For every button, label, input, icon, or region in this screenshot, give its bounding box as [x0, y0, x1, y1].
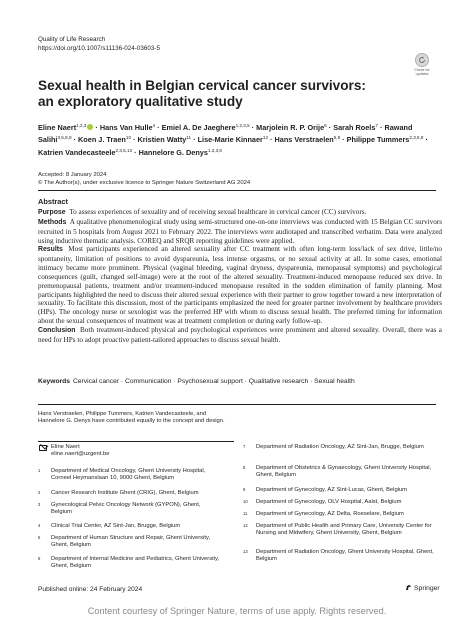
doi-link[interactable]: https://doi.org/10.1007/s11136-024-03603-5: [38, 45, 160, 52]
keywords: [38, 377, 442, 386]
equal-contribution-note: Hans Verstraelen, Philippe Tummers, Katrien Vandecasteele, and Hannelore G. Denys have contributed equally to the concept and design.: [38, 411, 225, 425]
affiliation-number: 8: [243, 465, 246, 470]
affiliation-text: Gynecological Pelvic Oncology Network (GYPON), Ghent, Belgium: [51, 502, 201, 516]
affiliation-number: 12: [243, 523, 248, 528]
affiliation-text: Department of Obstetrics & Gynaecology, Ghent University Hospital, Ghent, Belgium: [256, 465, 432, 479]
author-name[interactable]: Koen J. Traen$^{10}$: [78, 135, 132, 145]
author-name[interactable]: Hans Verstraelen$^{5,8}$: [274, 135, 341, 145]
publisher-logo: [405, 584, 440, 592]
affiliation: [243, 523, 435, 537]
affiliation: [243, 511, 435, 518]
author-name[interactable]: Eline Naert$^{1,2,3}$: [38, 123, 87, 132]
divider: [38, 441, 234, 442]
abstract-section: [38, 218, 442, 246]
article-dates: [38, 171, 250, 187]
abstract-section-text: Both treatment-induced physical and psychological experiences were prominent and altered sexuality. Overall, there was a need for HPs to adopt proactive patient-tailored approaches to discuss sexual health.: [38, 325, 442, 344]
affiliation: [243, 549, 435, 563]
abstract-section-heading: Results: [38, 246, 63, 254]
author-affiliation-marks: 1,2,3: [76, 123, 87, 128]
affiliation-text: Department of Medical Oncology, Ghent University Hospital, Corneel Heymanslaan 10, 9000 Ghent, Belgium: [51, 468, 206, 482]
affiliation-number: 7: [243, 444, 246, 449]
affiliation-number: 11: [243, 511, 248, 516]
springer-horse-icon: [405, 584, 412, 591]
author-name[interactable]: Emiel A. De Jaeghere$^{1,2,3,5}$: [161, 123, 250, 132]
author-affiliation-marks: 2,3,5,13: [115, 147, 133, 153]
affiliation: [243, 444, 435, 451]
abstract-section-text: To assess experiences of sexuality and of receiving sexual healthcare in cervical cancer (CC) survivors.: [67, 208, 367, 216]
abstract-heading: Abstract: [38, 197, 68, 206]
affiliation-number: 2: [38, 490, 41, 495]
author-name[interactable]: Hans Van Hulle$^4$: [99, 123, 156, 132]
corresponding-author: [38, 444, 234, 458]
affiliation: [243, 499, 435, 506]
affiliation-number: 3: [38, 502, 41, 507]
author-affiliation-marks: 2,3,5,8: [409, 135, 424, 141]
abstract-section: [38, 326, 442, 345]
affiliation-number: 4: [38, 523, 41, 528]
author-name[interactable]: Katrien Vandecasteele$^{2,3,5,13}$: [38, 147, 133, 157]
author-affiliation-marks: 1,2,3,5: [235, 123, 250, 128]
published-date: Published online: 24 February 2024: [38, 586, 143, 593]
affiliation-number: 6: [38, 556, 41, 561]
affiliation-number: 10: [243, 499, 248, 504]
affiliation-number: 1: [38, 468, 41, 473]
abstract-section-text: A qualitative phenomenological study using semi-structured one-on-one interviews was conducted with 15 Belgian CC survivors recruited in 5 hospitals from August 2021 to February 2022. The interviews were audiotaped and transcribed verbatim. Data were analyzed using inductive thematic analysis. COREQ and SRQR reporting guidelines were applied.: [38, 217, 442, 245]
check-for-updates-badge[interactable]: [409, 53, 435, 79]
contact-email[interactable]: eline.naert@uzgent.be: [51, 451, 110, 458]
contact-name: Eline Naert: [51, 444, 80, 450]
affiliation: [38, 502, 220, 516]
publisher-name: Springer: [414, 585, 440, 592]
keywords-list: Cervical cancer · Communication · Psychosexual support · Qualitative research · Sexual health: [72, 378, 355, 385]
affiliation: [38, 535, 220, 549]
author-name[interactable]: Sarah Roels$^7$: [333, 123, 378, 132]
affiliation-text: Cancer Research Institute Ghent (CRIG), Ghent, Belgium: [51, 490, 199, 496]
affiliation-number: 13: [243, 549, 248, 554]
abstract-section-heading: Purpose: [38, 209, 66, 216]
author-affiliation-marks: 12: [262, 135, 269, 141]
divider: [38, 190, 436, 191]
author-name[interactable]: Lise-Marie Kinnaer$^{12}$: [197, 135, 269, 145]
affiliation-text: Department of Gynecology, OLV Hospital, Aalst, Belgium: [256, 499, 402, 505]
affiliation: [38, 490, 220, 497]
affiliation: [243, 465, 435, 479]
affiliation-number: 9: [243, 487, 246, 492]
author-name[interactable]: Marjolein R. P. Orije$^6$: [256, 123, 327, 132]
affiliation-text: Department of Gynecology, AZ Sint-Lucas, Ghent, Belgium: [256, 487, 408, 493]
affiliation: [243, 487, 435, 494]
author-name[interactable]: Philippe Tummers$^{2,3,5,8}$: [346, 135, 424, 145]
orcid-icon[interactable]: [87, 124, 93, 130]
affiliation: [38, 523, 220, 530]
keywords-heading: Keywords: [38, 378, 70, 385]
divider: [38, 404, 436, 405]
affiliation-text: Department of Gynecology, AZ Delta, Roeselare, Belgium: [256, 511, 404, 517]
author-affiliation-marks: 11: [186, 135, 192, 141]
author-affiliation-marks: 6: [324, 123, 327, 128]
author-affiliation-marks: 4: [152, 123, 156, 128]
author-affiliation-marks: 10: [125, 135, 132, 141]
author-name[interactable]: Kristien Watty$^{11}$: [137, 135, 192, 145]
abstract-section: [38, 208, 442, 218]
affiliation-text: Department of Internal Medicine and Pediatrics, Ghent University, Ghent, Belgium: [51, 556, 220, 570]
author-affiliation-marks: 5,8: [333, 135, 341, 141]
courtesy-watermark: Content courtesy of Springer Nature, terms of use apply. Rights reserved.: [87, 606, 387, 616]
affiliation: [38, 556, 220, 570]
abstract-section-text: Most participants experienced an altered sexuality after CC treatment with often long-term loss/lack of sex drive, little/no spontaneity, limitation of positions to avoid dyspareunia, less intense orgasms, or no sexual activity at all. In some cases, emotional intimacy became more prominent. Physical (vaginal bleeding, vaginal dryness, dyspareunia, menopausal symptoms) and psychological consequences (guilt, changed self-image) were at the root of the altered sexuality. Treatment-induced menopause reduced sex drive. In premenopausal patients, treatment and/or treatment-induced menopause resulted in the sudden elimination of family planning. Most participants highlighted the need to discuss their altered sexual experience with their partner to grow together toward a new interpretation of sexuality. To facilitate this discussion, most of the participants emphasized the need for greater partner involvement by healthcare providers (HPs). The oncology nurse or sexologist was the preferred HP with whom to discuss sexual health. The preferred timing for information about the sexual consequences of treatment was at treatment completion or during early follow-up.: [38, 245, 442, 326]
author-list: Eline Naert$^{1,2,3}$ · Hans Van Hulle$^4$ · Emiel A. De Jaeghere$^{1,2,3,5}$ · Marjolein R. P. Orije$^6$ · Sarah Roels$^7$ · Rawand Salihi$^{3,5,8,9}$ · Koen J. Traen$^{10}$ · Kristien Watty$^{11}$ · Lise-Marie Kinnaer$^{12}$ · Hans Verstraelen$^{5,8}$ · Philippe Tummers$^{2,3,5,8}$ · Katrien Vandecasteele$^{2,3,5,13}$ · Hannelore G. Denys$^{1,2,3,6}$: [38, 123, 428, 157]
affiliation-text: Department of Radiation Oncology, Ghent University Hospital, Ghent, Belgium: [256, 549, 434, 563]
accepted-date: Accepted: 8 January 2024: [38, 172, 107, 178]
abstract-body: [38, 208, 442, 345]
affiliation-text: Department of Human Structure and Repair, Ghent University, Ghent, Belgium: [51, 535, 211, 549]
author-affiliation-marks: 7: [375, 123, 378, 128]
badge-label: Check for updates: [414, 68, 430, 76]
abstract-section-heading: Methods: [38, 218, 67, 226]
author-affiliation-marks: 3,5,8,9: [57, 135, 72, 141]
author-affiliation-marks: 1,2,3,6: [207, 147, 222, 153]
affiliation-text: Department of Radiation Oncology, AZ Sint-Jan, Brugge, Belgium: [256, 444, 424, 450]
article-title: Sexual health in Belgian cervical cancer survivors: an exploratory qualitative study: [38, 78, 366, 109]
abstract-section: [38, 245, 442, 326]
copyright-notice: © The Author(s), under exclusive licence to Springer Nature Switzerland AG 2024: [38, 180, 251, 187]
author-name[interactable]: Hannelore G. Denys$^{1,2,3,6}$: [138, 147, 222, 157]
affiliation: [38, 468, 220, 482]
affiliation-text: Clinical Trial Center, AZ Sint-Jan, Brugge, Belgium: [51, 523, 181, 529]
refresh-icon: [415, 53, 429, 67]
affiliation-number: 5: [38, 535, 41, 540]
affiliation-text: Department of Public Health and Primary Care, University Center for Nursing and Midwifery, Ghent University, Ghent, Belgium: [256, 523, 432, 537]
journal-name: Quality of Life Research: [38, 36, 106, 43]
abstract-section-heading: Conclusion: [38, 326, 76, 334]
author-name[interactable]: Rawand Salihi$^{3,5,8,9}$: [38, 123, 413, 145]
